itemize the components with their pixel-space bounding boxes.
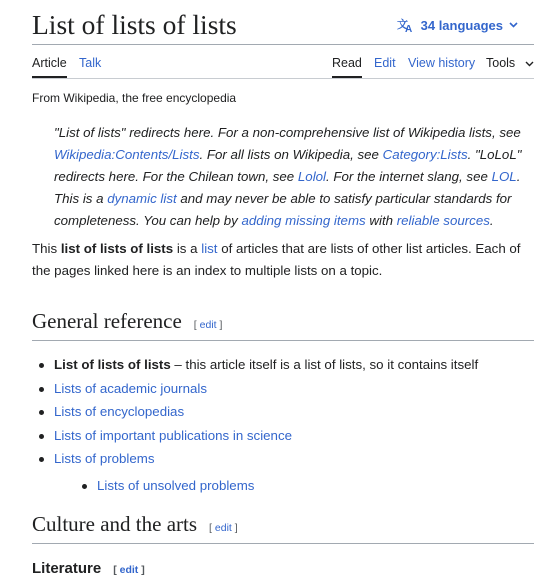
hatnote-text: with (365, 213, 397, 228)
hatnote-text: . For the internet slang, see (326, 169, 492, 184)
edit-link[interactable]: edit (119, 564, 139, 576)
tab-read[interactable]: Read (332, 56, 362, 78)
heading-general-reference (32, 309, 534, 334)
tools-label: Tools (486, 56, 516, 70)
list-item (75, 474, 534, 498)
link-encyclopedias[interactable]: Lists of encyclopedias (54, 404, 185, 419)
tools-menu[interactable] (486, 56, 534, 70)
page-tabs (32, 45, 534, 78)
edit-section-link: [ edit ] (113, 564, 145, 576)
hatnote (54, 122, 534, 232)
hatnote-text: and may never be able to satisfy particular standards for completeness. You can help by (54, 191, 512, 228)
link-problems[interactable]: Lists of problems (54, 451, 155, 466)
intro-bold: list of lists of lists (60, 241, 174, 256)
link-list[interactable]: list (201, 241, 218, 256)
edit-link[interactable]: edit (199, 319, 217, 331)
link-lolol[interactable]: Lolol (297, 169, 326, 184)
link-academic-journals[interactable]: Lists of academic journals (54, 380, 207, 396)
list-item (32, 377, 534, 401)
page-title: List of lists of lists (32, 9, 237, 40)
list-item (32, 353, 534, 377)
general-reference-list (32, 353, 534, 497)
heading-culture-and-arts (32, 512, 534, 537)
tab-talk[interactable]: Talk (79, 56, 102, 70)
link-lol[interactable]: LOL (491, 169, 517, 184)
list-item (32, 447, 534, 497)
link-reliable-sources[interactable]: reliable sources (396, 213, 490, 228)
list-item (32, 400, 534, 424)
link-category-lists[interactable]: Category:Lists (382, 147, 468, 162)
hatnote-text: . For all lists on Wikipedia, see (199, 147, 383, 162)
tab-article[interactable]: Article (32, 56, 67, 78)
intro-text: This (32, 241, 61, 256)
hatnote-text: . "LoLoL" redirects here. For the Chilean town, see (54, 147, 522, 184)
tagline: From Wikipedia, the free encyclopedia (32, 91, 237, 105)
tabs-divider (32, 78, 534, 79)
chevron-down-icon (509, 22, 518, 28)
link-dynamic-list[interactable]: dynamic list (107, 191, 177, 206)
hatnote-text: . (489, 213, 494, 228)
section-divider (32, 340, 534, 341)
svg-text:A: A (404, 24, 412, 35)
link-adding-missing-items[interactable]: adding missing items (241, 213, 366, 228)
hatnote-text: "List of lists" redirects here. For a non-comprehensive list of Wikipedia lists, see (54, 125, 521, 140)
self-reference-bold: List of lists of lists (54, 357, 171, 372)
svg-text:文: 文 (396, 18, 408, 31)
edit-section-link: [ edit ] (193, 319, 223, 331)
hatnote-text: . This is a (54, 169, 521, 206)
language-button[interactable] (397, 17, 518, 33)
heading-text: Literature (32, 560, 102, 577)
tab-view-history[interactable]: View history (408, 56, 476, 70)
intro-paragraph (32, 238, 534, 282)
link-important-publications[interactable]: Lists of important publications in science (54, 427, 292, 443)
title-row (32, 0, 534, 44)
list-item (32, 424, 534, 448)
tab-edit[interactable]: Edit (374, 56, 396, 70)
heading-text: General reference (32, 309, 182, 333)
language-count: 34 languages (420, 17, 503, 33)
link-unsolved-problems[interactable]: Lists of unsolved problems (97, 477, 255, 493)
heading-text: Culture and the arts (32, 512, 198, 536)
sub-list (54, 474, 534, 498)
intro-text: of articles that are lists of other list articles. Each of the pages linked here is an index to multiple lists on a topic. (32, 241, 521, 278)
translate-icon (397, 17, 415, 33)
link-contents-lists[interactable]: Wikipedia:Contents/Lists (54, 147, 200, 162)
chevron-down-icon (525, 56, 534, 70)
section-divider (32, 543, 534, 544)
intro-text: is a (173, 241, 202, 256)
edit-section-link: [ edit ] (209, 522, 238, 534)
heading-literature (32, 560, 534, 577)
edit-link[interactable]: edit (214, 522, 232, 534)
self-reference-text: – this article itself is a list of lists, so it contains itself (170, 357, 479, 372)
